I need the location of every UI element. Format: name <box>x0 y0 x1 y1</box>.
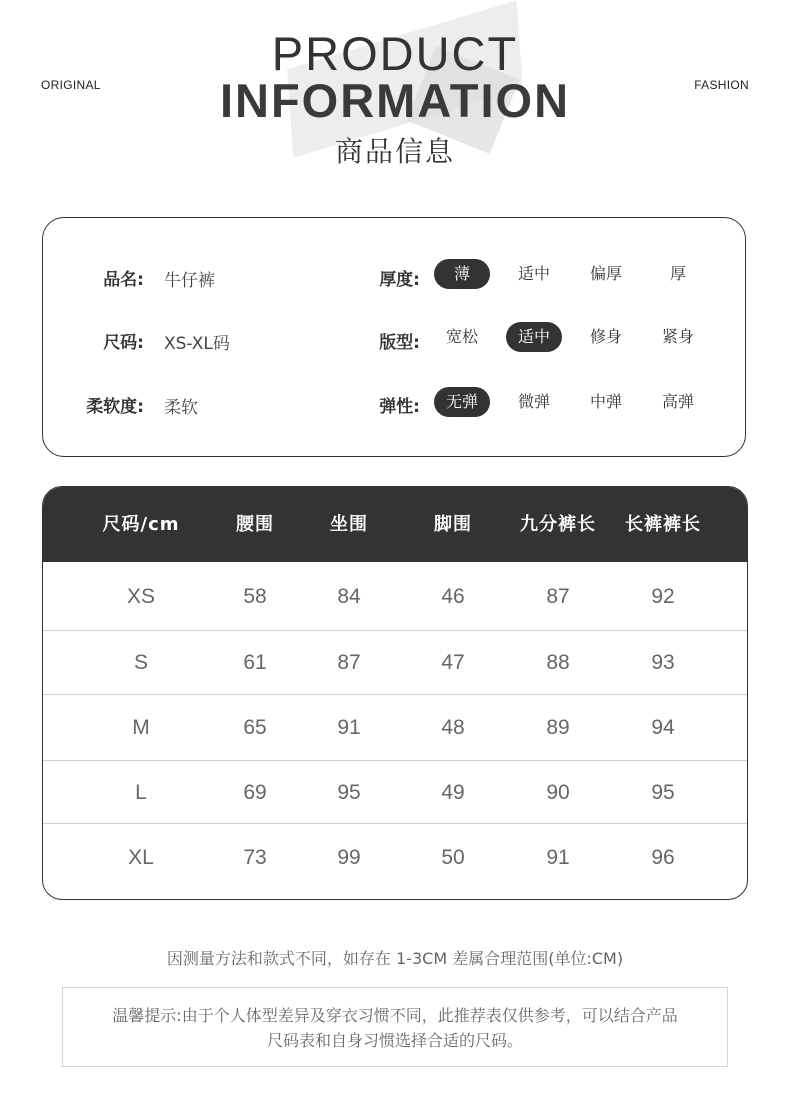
thickness-option: 适中 <box>517 264 550 283</box>
table-cell: M <box>132 716 150 739</box>
table-cell: XL <box>128 846 154 869</box>
thickness-option: 偏厚 <box>589 264 622 283</box>
thickness-option: 厚 <box>669 264 686 283</box>
table-cell: 69 <box>243 781 267 804</box>
fit-option: 适中 <box>506 322 562 352</box>
table-cell: 87 <box>546 585 570 608</box>
fit-option: 紧身 <box>661 327 694 346</box>
table-cell: 61 <box>243 651 267 674</box>
table-row <box>43 562 747 631</box>
size-table-header <box>43 487 747 562</box>
table-cell: 95 <box>651 781 675 804</box>
fit-option: 宽松 <box>445 327 478 346</box>
table-cell: 90 <box>546 781 570 804</box>
header-waist: 腰围 <box>236 514 274 535</box>
header-hip: 坐围 <box>330 514 368 535</box>
name-value: 牛仔裤 <box>164 271 215 291</box>
elasticity-label: 弹性: <box>379 397 420 417</box>
size-table <box>42 486 748 900</box>
title-product: PRODUCT <box>271 27 519 80</box>
title-chinese: 商品信息 <box>334 135 455 168</box>
table-cell: 92 <box>651 585 675 608</box>
table-cell: 93 <box>651 651 675 674</box>
table-cell: 96 <box>651 846 675 869</box>
original-label: ORIGINAL <box>41 78 101 92</box>
table-cell: 46 <box>441 585 465 608</box>
table-row <box>43 824 747 900</box>
table-cell: 88 <box>546 651 570 674</box>
measurement-note: 因测量方法和款式不同，如存在 1-3CM 差属合理范围(单位:CM) <box>166 949 624 968</box>
elasticity-option: 无弹 <box>434 387 490 417</box>
tip-line-2: 尺码表和自身习惯选择合适的尺码。 <box>266 1031 523 1050</box>
fit-option: 修身 <box>589 327 622 346</box>
table-row <box>43 761 747 824</box>
table-cell: 89 <box>546 716 570 739</box>
header-leg-opening: 脚围 <box>434 514 472 535</box>
size-label: 尺码: <box>103 333 144 353</box>
elasticity-option: 微弹 <box>517 392 550 411</box>
elasticity-option: 中弹 <box>589 392 622 411</box>
table-row <box>43 695 747 761</box>
table-cell: 84 <box>337 585 361 608</box>
thickness-label: 厚度: <box>379 270 420 290</box>
elasticity-option: 高弹 <box>661 392 694 411</box>
table-cell: 49 <box>441 781 465 804</box>
header-size-cm: 尺码/cm <box>102 514 180 535</box>
table-cell: 94 <box>651 716 675 739</box>
table-cell: 91 <box>546 846 570 869</box>
header-full-length: 长裤裤长 <box>625 514 701 535</box>
thickness-option: 薄 <box>434 259 490 289</box>
table-cell: 48 <box>441 716 465 739</box>
table-cell: 95 <box>337 781 361 804</box>
softness-label: 柔软度: <box>86 397 144 417</box>
table-cell: 91 <box>337 716 361 739</box>
name-label: 品名: <box>103 270 144 290</box>
table-cell: XS <box>126 585 155 608</box>
table-row <box>43 631 747 695</box>
table-cell: S <box>133 651 148 674</box>
table-cell: 73 <box>243 846 267 869</box>
table-cell: 50 <box>441 846 465 869</box>
fashion-label: FASHION <box>694 78 749 92</box>
table-cell: L <box>135 781 147 804</box>
table-cell: 65 <box>243 716 267 739</box>
table-cell: 87 <box>337 651 361 674</box>
table-cell: 58 <box>243 585 267 608</box>
fit-label: 版型: <box>379 333 420 353</box>
table-cell: 47 <box>441 651 465 674</box>
table-cell: 99 <box>337 846 361 869</box>
title-information: INFORMATION <box>219 74 571 127</box>
tip-text <box>70 1003 720 1053</box>
tip-line-1: 温馨提示:由于个人体型差异及穿衣习惯不同，此推荐表仅供参考，可以结合产品 <box>112 1006 678 1025</box>
softness-value: 柔软 <box>164 398 198 418</box>
header-cropped-length: 九分裤长 <box>520 514 596 535</box>
size-value: XS-XL码 <box>164 334 230 354</box>
